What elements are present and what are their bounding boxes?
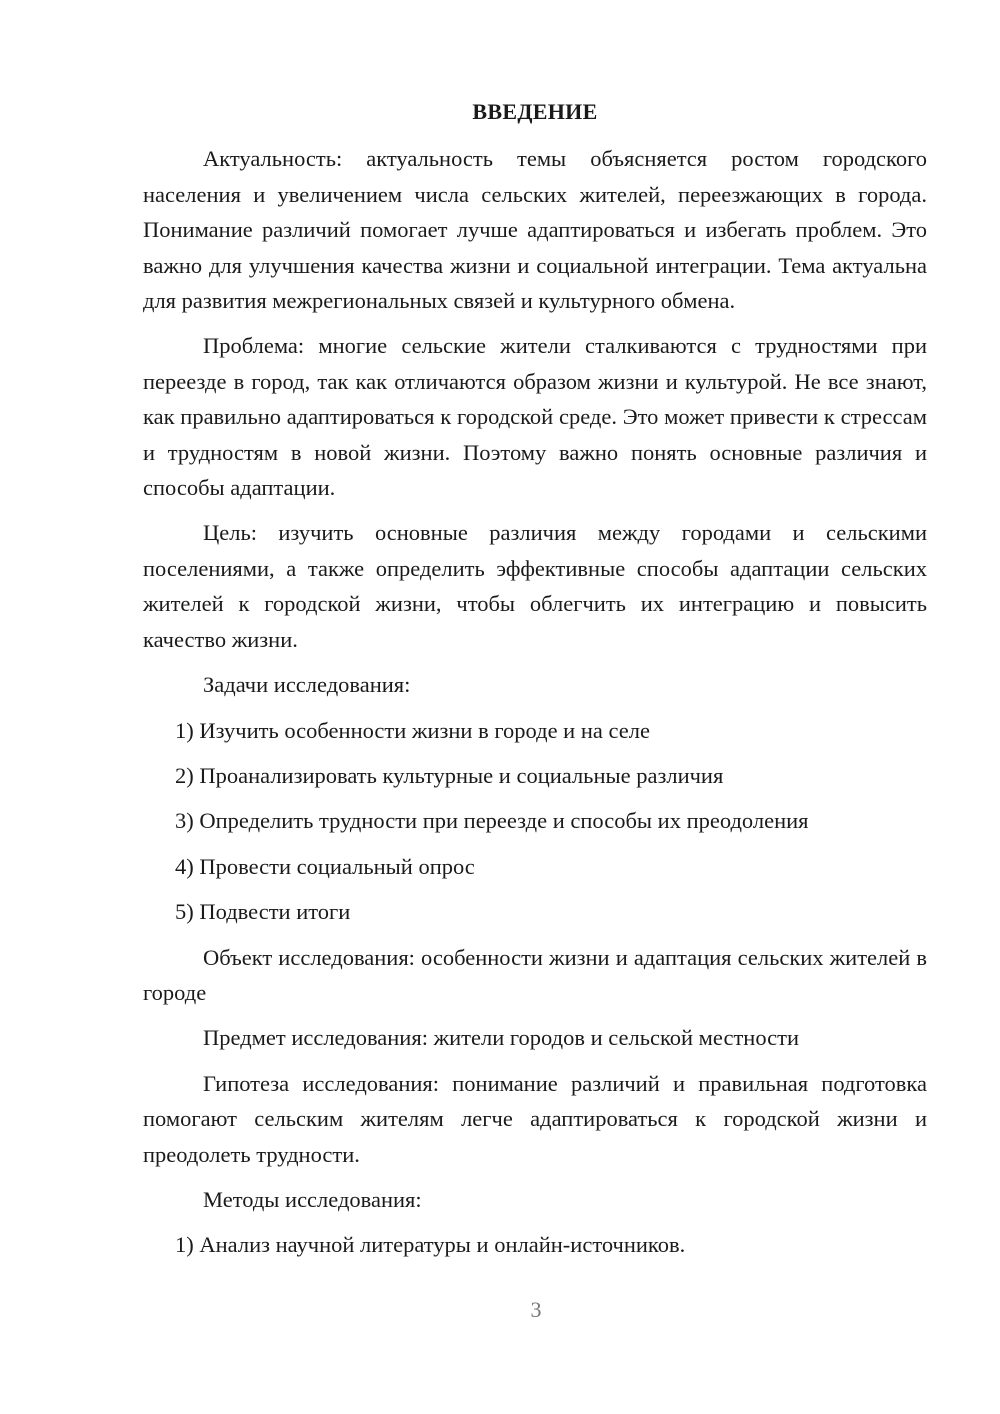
relevance-paragraph: Актуальность: актуальность темы объясняется ростом городского населения и увеличением числа сельских жителей, переезжающих в города. Понимание различий помогает лучше адаптироваться и избегать проблем. Это важно для улучшения качества жизни и социальной интеграции. Тема актуальна для развития межрегиональных связей и культурного обмена. — [143, 146, 927, 314]
task-item: 2) Проанализировать культурные и социальные различия — [175, 762, 724, 788]
task-item: 4) Провести социальный опрос — [175, 853, 475, 879]
task-item: 3) Определить трудности при переезде и способы их преодоления — [175, 808, 809, 834]
goal-paragraph: Цель: изучить основные различия между городами и сельскими поселениями, а также определить эффективные способы адаптации сельских жителей к городской жизни, чтобы облегчить их интеграцию и повысить качество жизни. — [143, 520, 927, 652]
document-page — [143, 94, 927, 1273]
subject-paragraph: Предмет исследования: жители городов и сельской местности — [203, 1025, 799, 1051]
task-item: 1) Изучить особенности жизни в городе и на селе — [175, 717, 650, 743]
methods-heading: Методы исследования: — [203, 1186, 422, 1212]
method-item: 1) Анализ научной литературы и онлайн-источников. — [175, 1232, 686, 1258]
object-paragraph: Объект исследования: особенности жизни и адаптация сельских жителей в городе — [143, 944, 927, 1005]
problem-paragraph: Проблема: многие сельские жители сталкиваются с трудностями при переезде в город, так как отличаются образом жизни и культурой. Не все знают, как правильно адаптироваться к городской среде. Это может привести к стрессам и трудностям в новой жизни. Поэтому важно понять основные различия и способы адаптации. — [143, 333, 927, 501]
task-item: 5) Подвести итоги — [175, 899, 351, 925]
page-number: 3 — [530, 1297, 542, 1322]
tasks-heading: Задачи исследования: — [203, 672, 411, 698]
document-title: ВВЕДЕНИЕ — [472, 99, 598, 124]
hypothesis-paragraph: Гипотеза исследования: понимание различий и правильная подготовка помогают сельским жителям легче адаптироваться к городской жизни и преодолеть трудности. — [143, 1070, 927, 1167]
